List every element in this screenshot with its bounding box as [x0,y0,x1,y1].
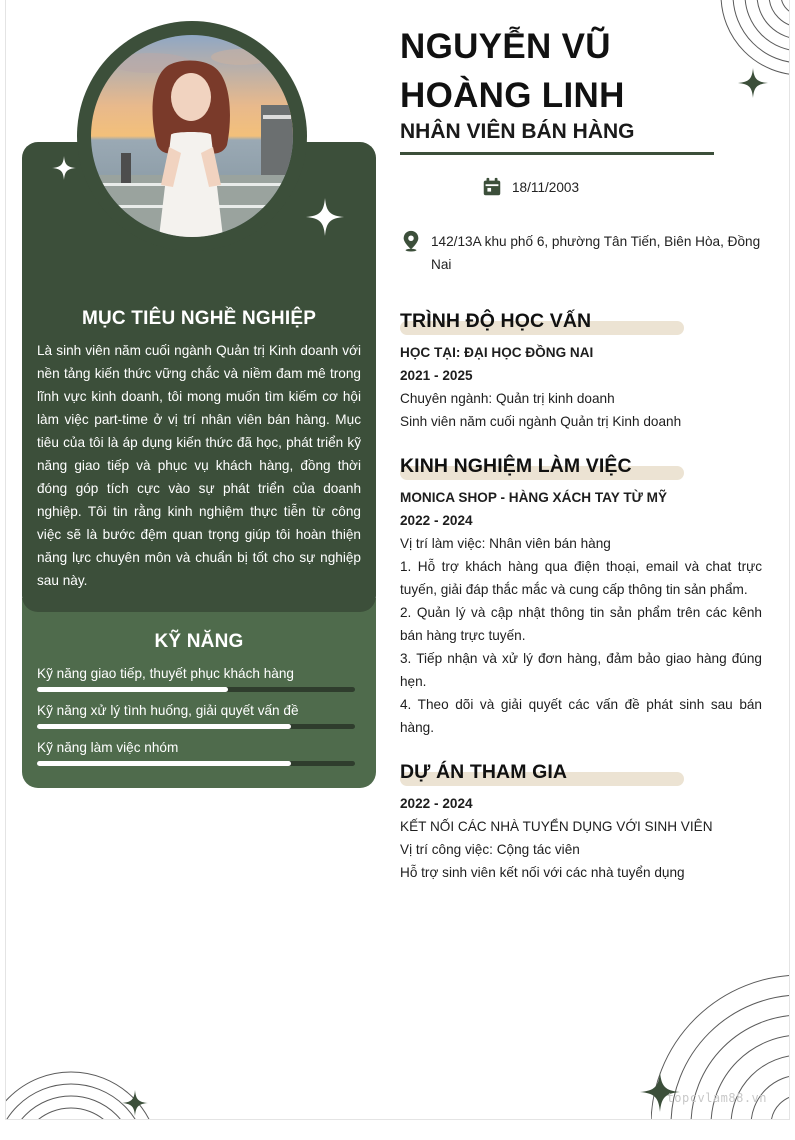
skills-heading: KỸ NĂNG [154,631,244,652]
birth-date: 18/11/2003 [512,180,580,195]
address-row [400,230,770,276]
education-section [400,341,762,433]
title-divider [400,152,714,155]
skill-bar-fill [37,761,291,766]
birth-date-row [481,176,579,199]
watermark: topcvlam88.vn [666,1091,767,1105]
experience-section [400,486,762,739]
calendar-icon [481,176,503,198]
skill-bar-track [37,724,355,729]
sparkle-photo-icon [306,198,344,236]
profile-photo [91,35,293,237]
skill-item [37,739,355,766]
education-major: Chuyên ngành: Quản trị kinh doanh [400,391,615,406]
experience-period: 2022 - 2024 [400,513,473,528]
experience-duty: 4. Theo dõi và giải quyết các vấn đề phát sinh sau bán hàng. [400,697,762,735]
name-line-2: HOÀNG LINH [400,76,625,115]
sparkle-left-icon [52,156,76,180]
skill-item [37,665,355,692]
skill-item [37,702,355,729]
skill-label: Kỹ năng làm việc nhóm [37,740,179,755]
experience-duty: 3. Tiếp nhận và xử lý đơn hàng, đảm bảo giao hàng đúng hẹn. [400,651,762,689]
education-note: Sinh viên năm cuối ngành Quản trị Kinh doanh [400,414,682,429]
experience-position: Vị trí làm việc: Nhân viên bán hàng [400,536,611,551]
job-title: NHÂN VIÊN BÁN HÀNG [400,120,635,143]
experience-company: MONICA SHOP - HÀNG XÁCH TAY TỪ MỸ [400,490,668,505]
experience-heading: KINH NGHIỆM LÀM VIỆC [400,455,632,477]
skill-bar-fill [37,724,291,729]
address: 142/13A khu phố 6, phường Tân Tiến, Biên Hòa, Đồng Nai [431,234,761,272]
projects-heading: DỰ ÁN THAM GIA [400,761,568,783]
sparkle-top-right-icon [738,68,768,98]
skill-label: Kỹ năng giao tiếp, thuyết phục khách hàng [37,666,294,681]
project-period: 2022 - 2024 [400,796,473,811]
experience-duty: 1. Hỗ trợ khách hàng qua điện thoại, email và chat trực tuyến, giải đáp thắc mắc và cung cấp thông tin sản phẩm. [400,559,762,597]
location-pin-icon [400,230,422,252]
skill-bar-fill [37,687,228,692]
education-period: 2021 - 2025 [400,368,473,383]
project-name: KẾT NỐI CÁC NHÀ TUYỂN DỤNG VỚI SINH VIÊN [400,819,713,834]
experience-duty: 2. Quản lý và cập nhật thông tin sản phẩm trên các kênh bán hàng trực tuyến. [400,605,762,643]
projects-section [400,792,762,884]
education-heading: TRÌNH ĐỘ HỌC VẤN [400,310,592,332]
education-school: HỌC TẠI: ĐẠI HỌC ĐỒNG NAI [400,345,594,360]
sparkle-bottom-left-icon [122,1090,148,1116]
skill-bar-track [37,761,355,766]
project-role: Vị trí công việc: Cộng tác viên [400,842,580,857]
cv-page [5,0,790,1120]
skill-label: Kỹ năng xử lý tình huống, giải quyết vấn đề [37,703,299,718]
name-line-1: NGUYỄN VŨ [400,27,611,66]
objective-heading: MỤC TIÊU NGHỀ NGHIỆP [81,308,317,329]
objective-text: Là sinh viên năm cuối ngành Quản trị Kinh doanh với nền tảng kiến thức vững chắc và niềm đam mê trong lĩnh vực kinh doanh, tôi mong muốn tìm kiếm cơ hội làm việc part-time ở vị trí nhân viên bán hàng. Mục tiêu của tôi là áp dụng kiến thức đã học, phát triển kỹ năng giao tiếp và phục vụ khách hàng, đồng thời đóng góp tích cực vào sự phát triển của doanh nghiệp. Tôi tin rằng kinh nghiệm thực tiễn từ công việc sẽ là bước đệm quan trọng giúp tôi hoàn thiện năng lực chuyên môn và chuẩn bị tốt cho sự nghiệp sau này. [37,343,361,588]
skill-bar-track [37,687,355,692]
full-name [400,22,730,120]
project-description: Hỗ trợ sinh viên kết nối với các nhà tuyển dụng [400,865,685,880]
